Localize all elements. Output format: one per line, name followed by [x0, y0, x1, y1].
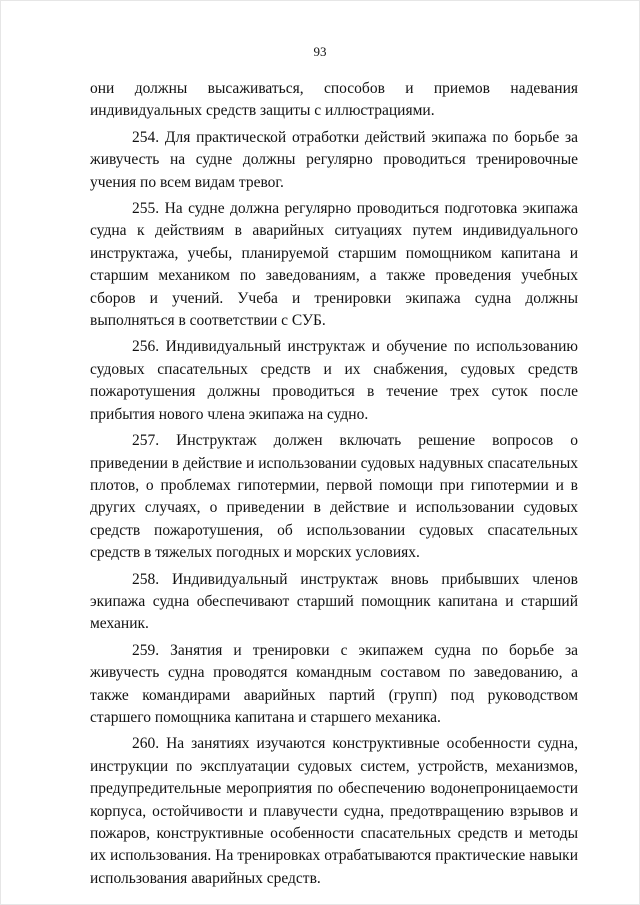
paragraph-258: 258. Индивидуальный инструктаж вновь прибывших членов экипажа судна обеспечивают старший помощник капитана и старший механик.	[90, 570, 578, 633]
paragraph-257: 257. Инструктаж должен включать решение вопросов о приведении в действие и использовании судовых надувных спасательных плотов, о проблемах гипотермии, первой помощи при гипотермии и в других случаях, о приведении в действие и использовании судовых средств пожаротушения, об использовании судовых спасательных средств в тяжелых погодных и морских условиях.	[90, 432, 578, 562]
paragraph-254: 254. Для практической отработки действий экипажа по борьбе за живучесть на судне должны регулярно проводиться тренировочные учения по всем видам тревог.	[90, 128, 578, 191]
paragraph-259: 259. Занятия и тренировки с экипажем судна по борьбе за живучесть судна проводятся командным составом по заведованию, а также командирами аварийных партий (групп) под руководством старшего помощника капитана и старшего механика.	[90, 641, 578, 726]
paragraph-255: 255. На судне должна регулярно проводиться подготовка экипажа судна к действиям в аварийных ситуациях путем индивидуального инструктажа, учебы, планируемой старшим помощником капитана и старшим механиком по заведованиям, а также проведения учебных сборов и учений. Учеба и тренировки экипажа судна должны выполняться в соответствии с СУБ.	[90, 200, 578, 330]
paragraph-continuation: они должны высаживаться, способов и приемов надевания индивидуальных средств защиты с иллюстрациями.	[90, 80, 578, 120]
body-text	[90, 78, 578, 894]
paragraph-260: 260. На занятиях изучаются конструктивные особенности судна, инструкции по эксплуатации судовых систем, устройств, механизмов, предупредительные мероприятия по обеспечению водонепроницаемости корпуса, остойчивости и плавучести судна, предотвращению взрывов и пожаров, конструктивные особенности спасательных средств и методы их использования. На тренировках отрабатываются практические навыки использования аварийных средств.	[90, 735, 578, 887]
paragraph-256: 256. Индивидуальный инструктаж и обучение по использованию судовых спасательных средств и их снабжения, судовых средств пожаротушения должны проводиться в течение трех суток после прибытия нового члена экипажа на судно.	[90, 338, 578, 423]
page-number: 93	[313, 44, 327, 59]
